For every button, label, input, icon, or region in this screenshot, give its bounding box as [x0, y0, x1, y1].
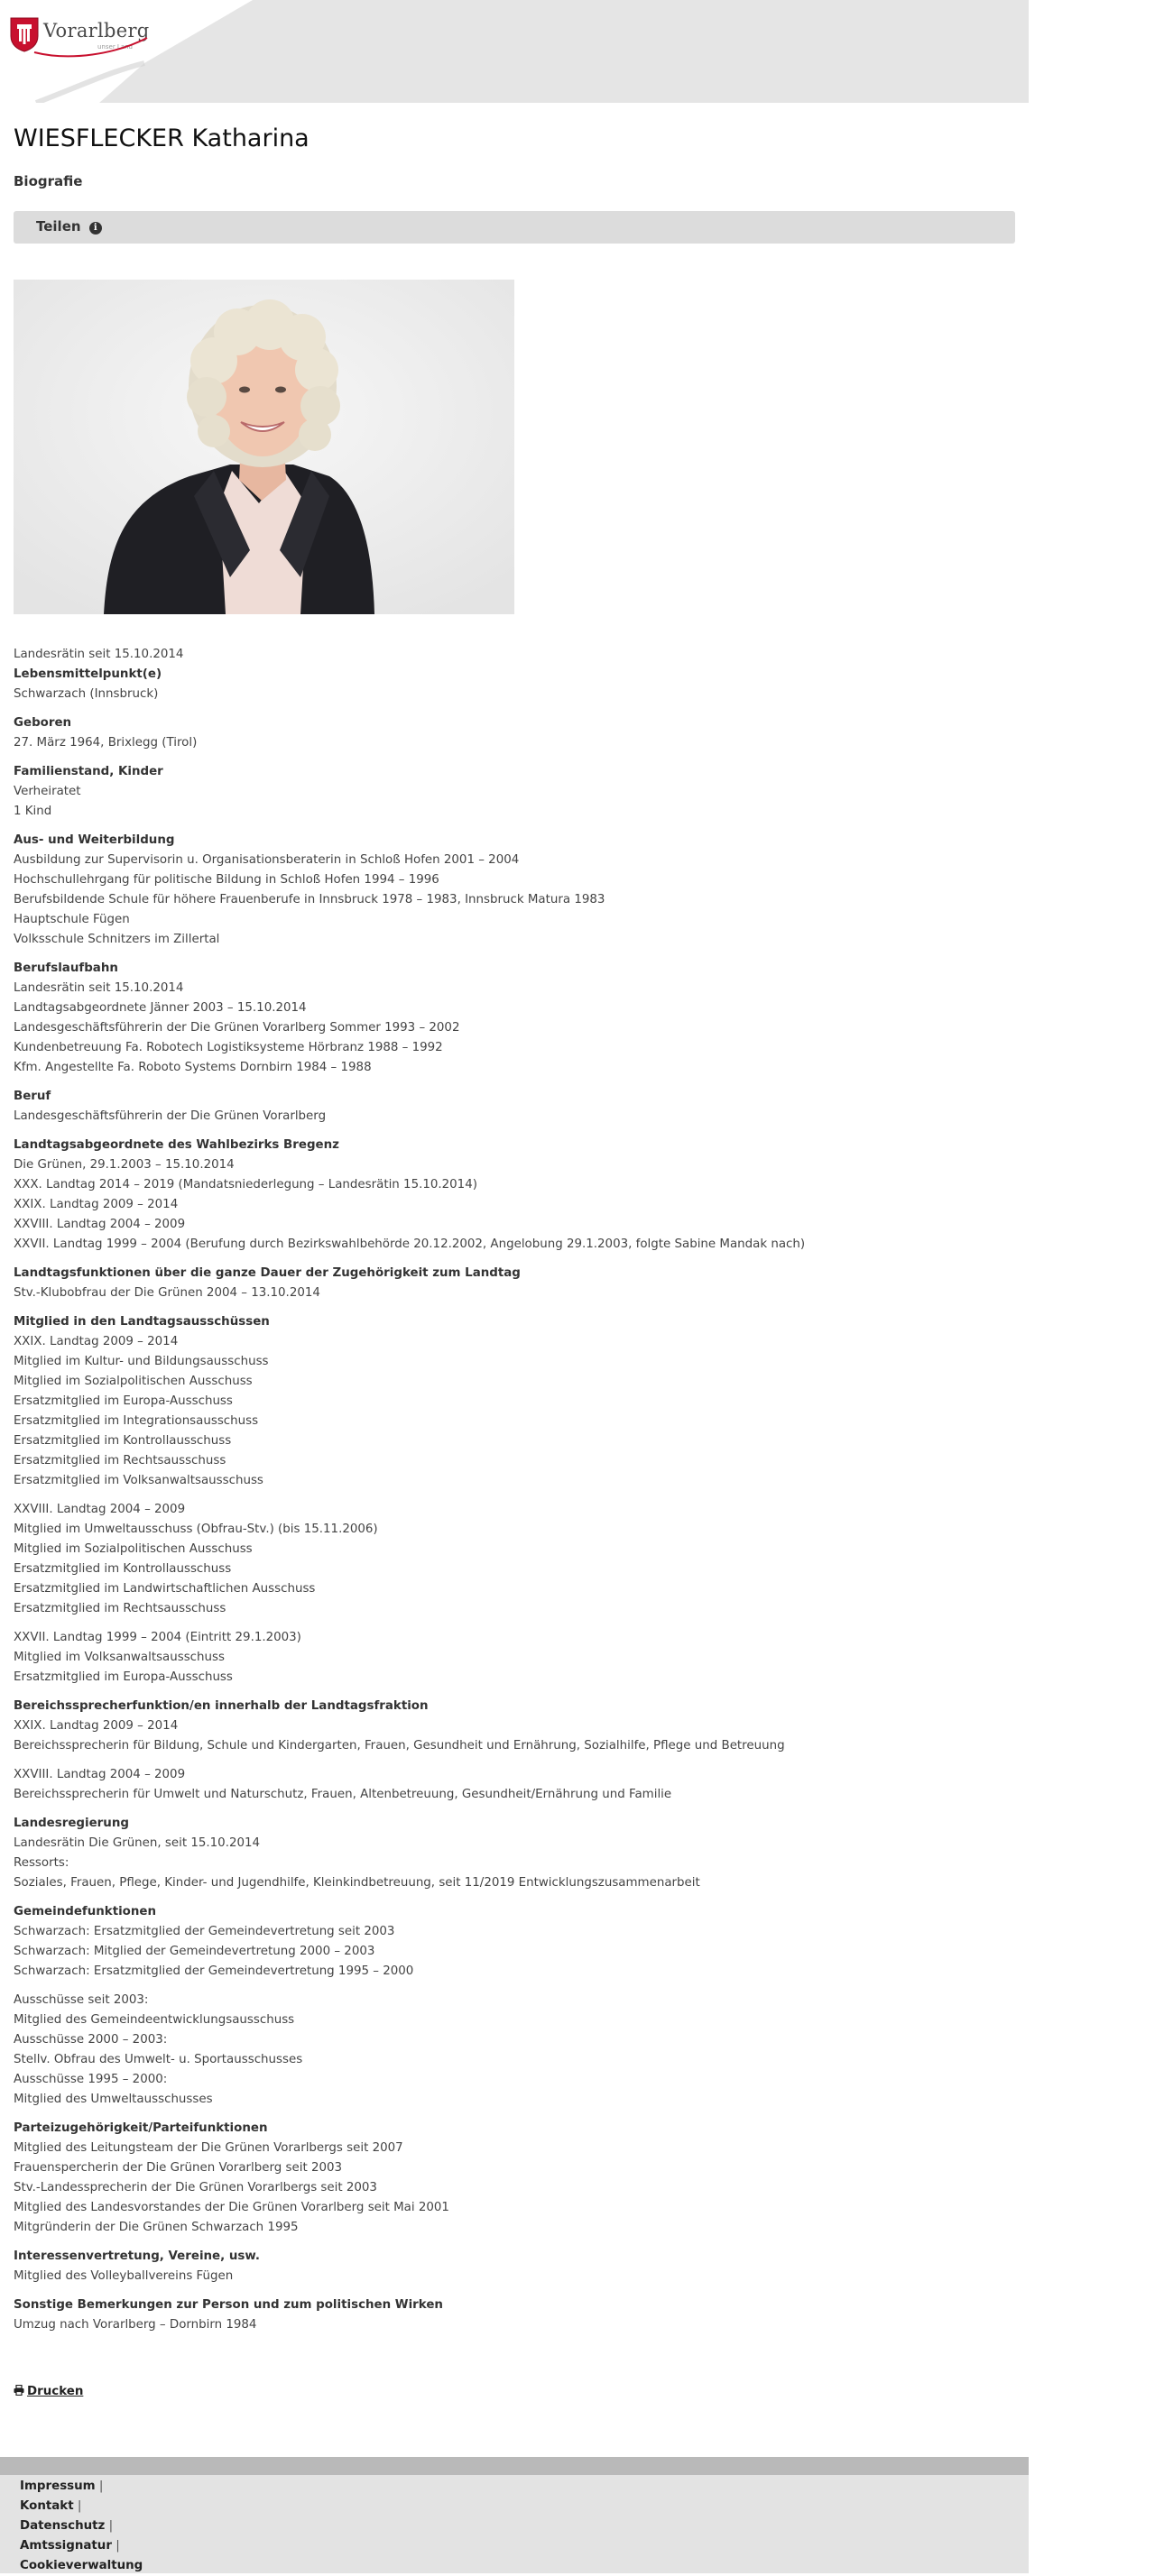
bio-section-geboren — [14, 713, 1015, 753]
section-group — [14, 1332, 1015, 1491]
section-heading: Parteizugehörigkeit/Parteifunktionen — [14, 2121, 268, 2135]
section-line: 27. März 1964, Brixlegg (Tirol) — [14, 736, 198, 750]
section-line: XXVII. Landtag 1999 – 2004 (Eintritt 29.1.2003) — [14, 1631, 301, 1644]
section-group — [14, 782, 1015, 822]
footer-link-row — [20, 2516, 143, 2536]
section-line: Ressorts: — [14, 1856, 69, 1870]
section-line: XXVIII. Landtag 2004 – 2009 — [14, 1218, 186, 1231]
share-button[interactable] — [36, 218, 102, 235]
section-heading: Landtagsabgeordnete des Wahlbezirks Bregenz — [14, 1138, 339, 1152]
section-line: XXIX. Landtag 2009 – 2014 — [14, 1198, 179, 1211]
section-line: XXIX. Landtag 2009 – 2014 — [14, 1335, 179, 1348]
print-link[interactable] — [14, 2385, 83, 2398]
site-footer — [0, 2475, 1029, 2573]
bio-section-sonstige-bemerkungen-zur-person-und-zum- — [14, 2295, 1015, 2335]
section-heading: Gemeindefunktionen — [14, 1905, 157, 1918]
section-line: Schwarzach: Mitglied der Gemeindevertretung 2000 – 2003 — [14, 1945, 375, 1958]
section-line: XXVIII. Landtag 2004 – 2009 — [14, 1503, 186, 1516]
section-heading: Sonstige Bemerkungen zur Person und zum politischen Wirken — [14, 2298, 443, 2312]
section-line: Berufsbildende Schule für höhere Frauenberufe in Innsbruck 1978 – 1983, Innsbruck Matura 1983 — [14, 893, 605, 906]
section-line: Bereichssprecherin für Umwelt und Naturschutz, Frauen, Altenbetreuung, Gesundheit/Ernährung und Familie — [14, 1788, 672, 1801]
footer-separator: | — [108, 2519, 114, 2533]
section-group — [14, 1628, 1015, 1688]
section-heading: Aus- und Weiterbildung — [14, 833, 175, 847]
section-group — [14, 1716, 1015, 1756]
section-line: XXVIII. Landtag 2004 – 2009 — [14, 1768, 186, 1781]
section-heading: Landtagsfunktionen über die ganze Dauer der Zugehörigkeit zum Landtag — [14, 1266, 521, 1280]
section-line: XXX. Landtag 2014 – 2019 (Mandatsniederlegung – Landesrätin 15.10.2014) — [14, 1178, 477, 1191]
section-line: Mitglied des Volleyballvereins Fügen — [14, 2269, 234, 2283]
section-group — [14, 733, 1015, 753]
section-group — [14, 2139, 1015, 2238]
info-icon: i — [89, 222, 102, 235]
section-line: Mitglied im Sozialpolitischen Ausschuss — [14, 1542, 253, 1556]
footer-divider — [0, 2457, 1029, 2475]
bio-section-landtagsfunktionen-uber-die-ganze-dauer- — [14, 1264, 1015, 1303]
section-group — [14, 685, 1015, 704]
section-line: Schwarzach: Ersatzmitglied der Gemeindevertretung seit 2003 — [14, 1925, 395, 1938]
footer-separator: | — [98, 2479, 104, 2493]
section-line: Ersatzmitglied im Kontrollausschuss — [14, 1434, 232, 1448]
section-line: Hochschullehrgang für politische Bildung in Schloß Hofen 1994 – 1996 — [14, 873, 439, 887]
section-line: Schwarzach: Ersatzmitglied der Gemeindevertretung 1995 – 2000 — [14, 1964, 414, 1978]
portrait-illustration — [14, 280, 514, 614]
bio-sections — [14, 665, 1015, 2335]
page-title: WIESFLECKER Katharina — [14, 124, 310, 152]
section-group — [14, 2315, 1015, 2335]
section-heading: Beruf — [14, 1090, 51, 1103]
printer-icon — [14, 2385, 24, 2396]
section-group — [14, 979, 1015, 1078]
section-line: Mitglied des Umweltausschusses — [14, 2093, 213, 2106]
section-line: Volksschule Schnitzers im Zillertal — [14, 933, 220, 946]
section-group — [14, 1155, 1015, 1255]
section-line: Ausschüsse seit 2003: — [14, 1993, 149, 2007]
print-label: Drucken — [27, 2385, 84, 2398]
footer-link-amtssignatur[interactable]: Amtssignatur — [20, 2539, 112, 2553]
section-line: Stv.-Landessprecherin der Die Grünen Vorarlbergs seit 2003 — [14, 2181, 377, 2194]
section-heading: Geboren — [14, 716, 72, 730]
section-heading: Berufslaufbahn — [14, 961, 118, 975]
section-line: Mitglied im Sozialpolitischen Ausschuss — [14, 1375, 253, 1388]
section-line: Ersatzmitglied im Rechtsausschuss — [14, 1454, 226, 1467]
portrait-photo — [14, 280, 514, 614]
bio-lead: Landesrätin seit 15.10.2014 — [14, 648, 184, 661]
footer-separator: | — [77, 2499, 82, 2513]
section-line: Ersatzmitglied im Volksanwaltsausschuss — [14, 1474, 263, 1487]
section-line: Soziales, Frauen, Pflege, Kinder- und Jugendhilfe, Kleinkindbetreuung, seit 11/2019 Entwicklungszusammenarbeit — [14, 1876, 700, 1890]
bio-section-gemeindefunktionen — [14, 1902, 1015, 2110]
bio-section-berufslaufbahn — [14, 959, 1015, 1078]
footer-link-impressum[interactable]: Impressum — [20, 2479, 96, 2493]
footer-link-cookieverwaltung[interactable]: Cookieverwaltung — [20, 2559, 143, 2572]
section-line: XXIX. Landtag 2009 – 2014 — [14, 1719, 179, 1733]
section-line: Kfm. Angestellte Fa. Roboto Systems Dornbirn 1984 – 1988 — [14, 1061, 372, 1074]
section-group — [14, 1834, 1015, 1893]
share-label: Teilen — [36, 218, 81, 235]
section-group — [14, 1107, 1015, 1127]
footer-link-row — [20, 2497, 143, 2516]
section-line: Mitglied im Volksanwaltsausschuss — [14, 1651, 225, 1664]
section-line: Landesgeschäftsführerin der Die Grünen Vorarlberg Sommer 1993 – 2002 — [14, 1021, 460, 1035]
bio-section-bereichssprecherfunktion-en-innerhalb-de — [14, 1697, 1015, 1805]
bio-section-parteizugehorigkeit-parteifunktionen — [14, 2119, 1015, 2238]
bio-section-aus-und-weiterbildung — [14, 831, 1015, 950]
section-group — [14, 1765, 1015, 1805]
section-line: Ausbildung zur Supervisorin u. Organisationsberaterin in Schloß Hofen 2001 – 2004 — [14, 853, 520, 867]
logo-subtext: unser Land — [97, 43, 133, 51]
section-line: Umzug nach Vorarlberg – Dornbirn 1984 — [14, 2318, 257, 2332]
section-line: Stv.-Klubobfrau der Die Grünen 2004 – 13.10.2014 — [14, 1286, 320, 1300]
bio-section-mitglied-in-den-landtagsausschussen — [14, 1312, 1015, 1688]
section-line: Ersatzmitglied im Kontrollausschuss — [14, 1562, 232, 1576]
footer-separator: | — [116, 2539, 120, 2553]
section-line: Frauenspercherin der Die Grünen Vorarlberg seit 2003 — [14, 2161, 343, 2175]
logo-text: Vorarlberg — [43, 20, 150, 41]
section-line: Stellv. Obfrau des Umwelt- u. Sportausschusses — [14, 2053, 303, 2066]
footer-link-row — [20, 2477, 143, 2497]
page-subtitle: Biografie — [14, 173, 83, 189]
section-line: Mitglied im Kultur- und Bildungsausschuss — [14, 1355, 269, 1368]
section-heading: Landesregierung — [14, 1817, 129, 1830]
bio-section-interessenvertretung-vereine-usw — [14, 2247, 1015, 2286]
section-group — [14, 1283, 1015, 1303]
section-group — [14, 2267, 1015, 2286]
section-line: 1 Kind — [14, 805, 52, 818]
section-line: Ersatzmitglied im Europa-Ausschuss — [14, 1394, 233, 1408]
section-line: Mitglied des Leitungsteam der Die Grünen Vorarlbergs seit 2007 — [14, 2141, 403, 2155]
section-line: Kundenbetreuung Fa. Robotech Logistiksysteme Hörbranz 1988 – 1992 — [14, 1041, 443, 1054]
footer-link-datenschutz[interactable]: Datenschutz — [20, 2519, 106, 2533]
section-group — [14, 851, 1015, 950]
section-line: Mitgründerin der Die Grünen Schwarzach 1995 — [14, 2221, 299, 2234]
section-line: Ersatzmitglied im Landwirtschaftlichen Ausschuss — [14, 1582, 316, 1596]
section-heading: Lebensmittelpunkt(e) — [14, 667, 162, 681]
bio-section-landtagsabgeordnete-des-wahlbezirks-breg — [14, 1136, 1015, 1255]
vorarlberg-logo[interactable] — [7, 13, 152, 60]
footer-link-row — [20, 2536, 143, 2556]
footer-link-kontakt[interactable]: Kontakt — [20, 2499, 74, 2513]
bio-section-lebensmittelpunkt-e — [14, 665, 1015, 704]
section-heading: Bereichssprecherfunktion/en innerhalb der Landtagsfraktion — [14, 1699, 429, 1713]
section-line: Landtagsabgeordnete Jänner 2003 – 15.10.2014 — [14, 1001, 307, 1015]
footer-links — [20, 2477, 143, 2576]
section-line: Verheiratet — [14, 785, 81, 798]
section-line: Mitglied im Umweltausschuss (Obfrau-Stv.) (bis 15.11.2006) — [14, 1523, 378, 1536]
section-heading: Familienstand, Kinder — [14, 765, 163, 778]
section-line: Mitglied des Gemeindeentwicklungsausschuss — [14, 2013, 295, 2027]
bio-section-familienstand-kinder — [14, 762, 1015, 822]
logo-swoosh — [7, 13, 152, 60]
bio-section-landesregierung — [14, 1814, 1015, 1893]
section-heading: Interessenvertretung, Vereine, usw. — [14, 2249, 260, 2263]
section-line: Hauptschule Fügen — [14, 913, 130, 926]
section-line: Die Grünen, 29.1.2003 – 15.10.2014 — [14, 1158, 235, 1172]
section-group — [14, 1500, 1015, 1619]
section-line: Landesgeschäftsführerin der Die Grünen Vorarlberg — [14, 1109, 327, 1123]
section-line: Landesrätin seit 15.10.2014 — [14, 981, 184, 995]
section-line: Ersatzmitglied im Rechtsausschuss — [14, 1602, 226, 1615]
share-bar — [14, 211, 1015, 244]
biography — [14, 645, 1015, 2344]
section-group — [14, 1991, 1015, 2110]
section-line: XXVII. Landtag 1999 – 2004 (Berufung durch Bezirkswahlbehörde 20.12.2002, Angelobung 29.1.2003, folgte Sabine Mandak nach) — [14, 1237, 806, 1251]
section-line: Bereichssprecherin für Bildung, Schule und Kindergarten, Frauen, Gesundheit und Ernährung, Sozialhilfe, Pflege und Betreuung — [14, 1739, 785, 1753]
section-line: Ersatzmitglied im Europa-Ausschuss — [14, 1670, 233, 1684]
section-line: Mitglied des Landesvorstandes der Die Grünen Vorarlberg seit Mai 2001 — [14, 2201, 449, 2214]
section-heading: Mitglied in den Landtagsausschüssen — [14, 1315, 270, 1329]
section-line: Ersatzmitglied im Integrationsausschuss — [14, 1414, 259, 1428]
section-group — [14, 1922, 1015, 1982]
section-line: Ausschüsse 1995 – 2000: — [14, 2073, 168, 2086]
section-line: Schwarzach (Innsbruck) — [14, 687, 159, 701]
section-line: Landesrätin Die Grünen, seit 15.10.2014 — [14, 1836, 261, 1850]
section-line: Ausschüsse 2000 – 2003: — [14, 2033, 168, 2047]
bio-section-beruf — [14, 1087, 1015, 1127]
site-header — [0, 0, 1029, 103]
